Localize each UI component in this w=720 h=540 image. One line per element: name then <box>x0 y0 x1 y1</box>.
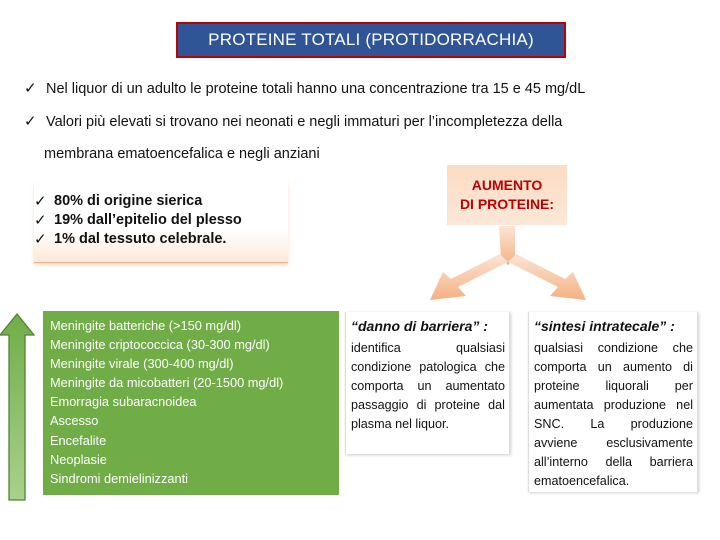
fork-arrow-icon <box>430 226 586 300</box>
bullet-item <box>24 80 585 98</box>
aumento-line-2: DI PROTEINE: <box>459 196 555 212</box>
origin-text: 19% dall’epitelio del plesso <box>54 212 242 228</box>
aumento-box <box>447 165 567 225</box>
origin-item <box>34 211 288 230</box>
sintesi-body: qualsiasi condizione che comporta un aumento di proteine liquorali per aumentata produzione nel SNC. La produzione avviene esclusivamente all’interno della barriera ematoencefalica. <box>534 341 693 488</box>
checkmark-icon: ✓ <box>24 80 37 97</box>
condition-item: Sindromi demielinizzanti <box>50 470 188 486</box>
origins-box <box>34 182 288 263</box>
sintesi-heading: “sintesi intratecale” : <box>534 318 675 334</box>
origin-text: 80% di origine sierica <box>54 193 203 209</box>
sintesi-box <box>528 312 698 492</box>
origin-text: 1% dal tessuto celebrale. <box>54 231 227 247</box>
condition-item: Meningite batteriche (>150 mg/dl) <box>50 318 241 333</box>
checkmark-icon: ✓ <box>34 212 47 229</box>
bullet-item <box>24 113 674 131</box>
checkmark-icon: ✓ <box>34 193 47 210</box>
conditions-box <box>43 311 339 495</box>
condition-item: Meningite da micobatteri (20-1500 mg/dl) <box>50 375 284 391</box>
origin-item <box>34 192 288 211</box>
barriera-heading: “danno di barriera” : <box>351 318 488 334</box>
condition-item: Meningite virale (300-400 mg/dl) <box>50 356 234 372</box>
checkmark-icon: ✓ <box>24 113 37 130</box>
bullet-text: Valori più elevati si trovano nei neonati e negli immaturi per l’incompletezza della <box>46 114 563 130</box>
condition-item: Emorragia subaracnoidea <box>50 394 197 410</box>
condition-item: Meningite criptococcica (30-300 mg/dl) <box>50 337 270 353</box>
title-text: PROTEINE TOTALI (PROTIDORRACHIA) <box>208 30 534 49</box>
barriera-body: identifica qualsiasi condizione patologica che comporta un aumentato passaggio di proteine dal plasma nel liquor. <box>351 341 505 431</box>
aumento-line-1: AUMENTO <box>471 177 543 193</box>
bullet-continuation: membrana ematoencefalica e negli anziani <box>44 146 320 162</box>
checkmark-icon: ✓ <box>34 231 47 248</box>
condition-item: Neoplasie <box>50 451 107 467</box>
page-title <box>176 22 566 58</box>
origin-item <box>34 230 288 249</box>
bullet-text: Nel liquor di un adulto le proteine totali hanno una concentrazione tra 15 e 45 mg/dL <box>46 81 586 97</box>
condition-item: Ascesso <box>50 413 99 429</box>
condition-item: Encefalite <box>50 432 107 448</box>
up-arrow-icon <box>0 314 34 500</box>
barriera-box <box>345 312 510 454</box>
